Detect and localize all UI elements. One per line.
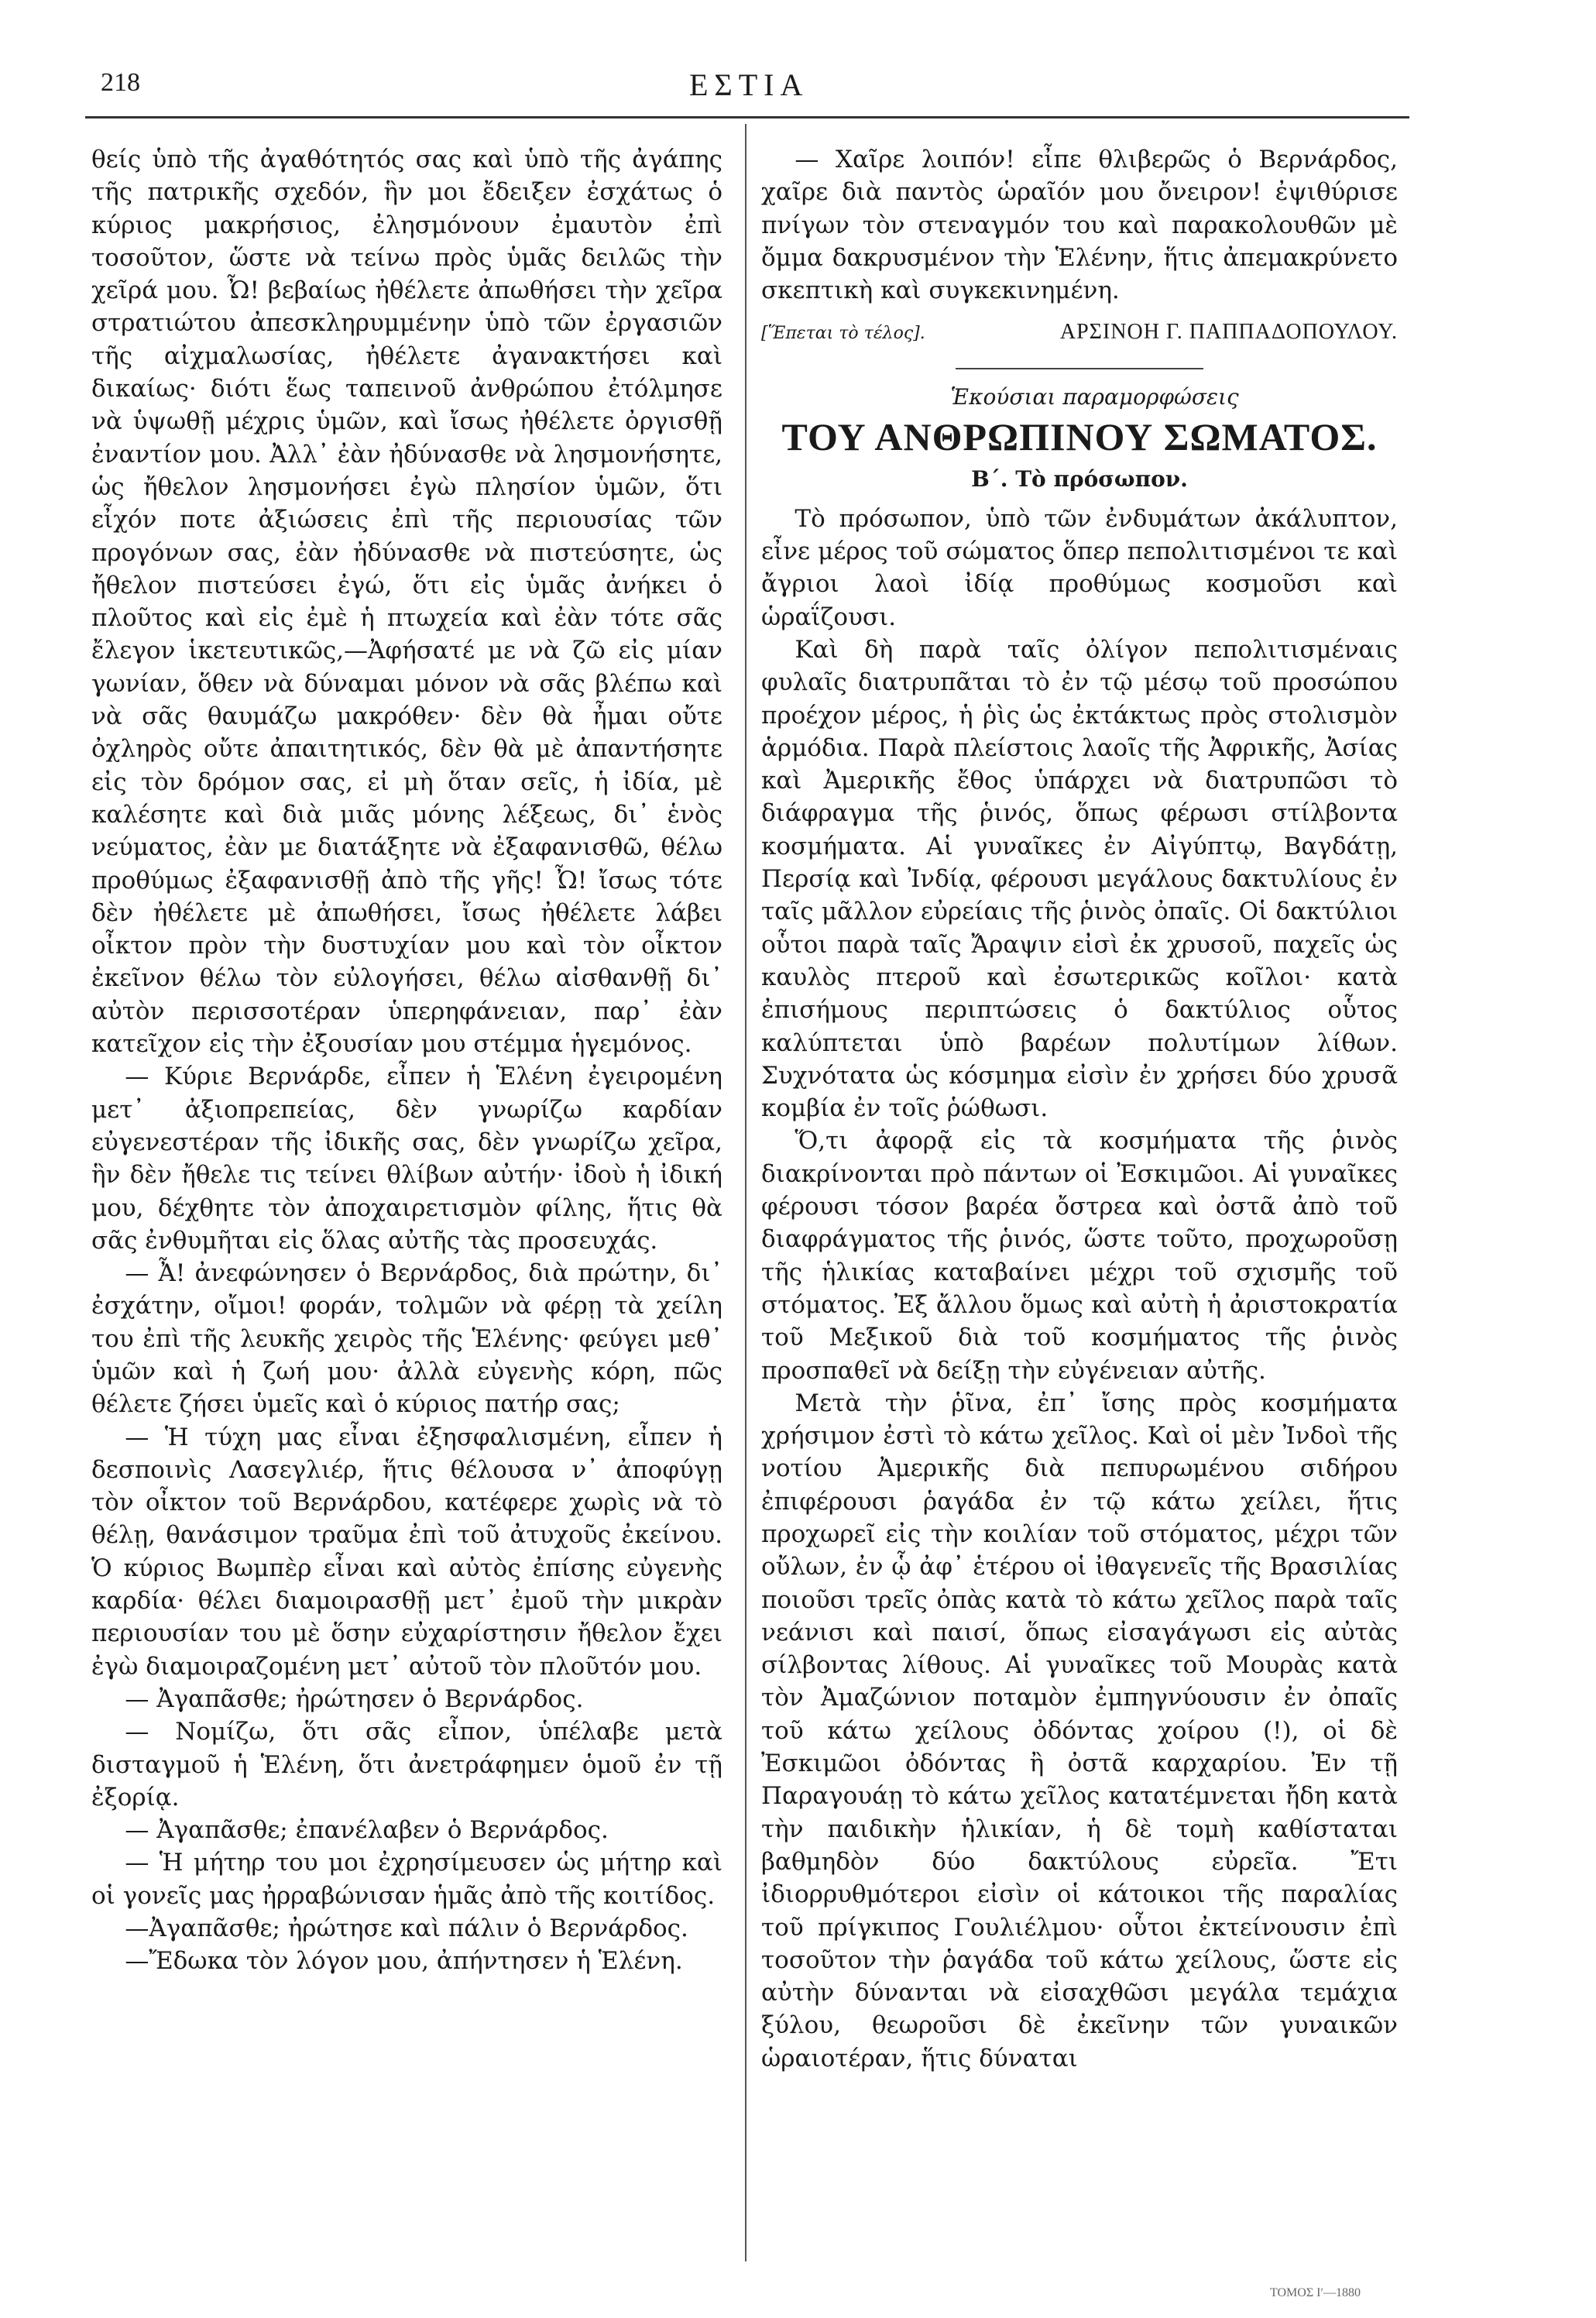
- left-paragraph: — Νομίζω, ὅτι σᾶς εἶπον, ὑπέλαβε μετὰ δισταγμοῦ ἡ Ἑλένη, ὅτι ἀνετράφημεν ὁμοῦ ἐν τῇ ἐξορίᾳ.: [91, 1718, 722, 1811]
- left-paragraph: — Ἀγαπᾶσθε; ἠρώτησεν ὁ Βερνάρδος.: [125, 1684, 584, 1713]
- article-kicker: Ἑκούσιαι παραμορφώσεις: [950, 383, 1239, 410]
- author-signature: ΑΡΣΙΝΟΗ Γ. ΠΑΠΠΑΔΟΠΟΥΛΟΥ.: [1059, 320, 1398, 345]
- page-header: [85, 60, 1402, 107]
- left-paragraph: —Ἀγαπᾶσθε; ἠρώτησε καὶ πάλιν ὁ Βερνάρδος.: [125, 1914, 688, 1943]
- journal-title: ΕΣΤΙΑ: [689, 67, 809, 102]
- section-rule: [956, 368, 1203, 369]
- signature-line: [761, 316, 1398, 350]
- article-paragraph: Καὶ δὴ παρὰ ταῖς ὀλίγον πεπολιτισμέναις φυλαῖς διατρυπᾶται τὸ ἐν τῷ μέσῳ τοῦ προσώπου προέχον μέρος, ἡ ῥὶς ὡς ἐκτάκτως πρὸς στολισμὸν ἁρμόδια. Παρὰ πλείστοις λαοῖς τῆς Ἀφρικῆς, Ἀσίας καὶ Ἀμερικῆς ἔθος ὑπάρχει νὰ διατρυπῶσι τὸ διάφραγμα τῆς ῥινός, ὅπως φέρωσι στίλβοντα κοσμήματα. Αἱ γυναῖκες ἐν Αἰγύπτῳ, Βαγδάτῃ, Περσίᾳ καὶ Ἰνδίᾳ, φέρουσι μεγάλους δακτυλίους ἐν ταῖς μᾶλλον εὐρείαις τῆς ῥινὸς ὀπαῖς. Οἱ δακτύλιοι οὗτοι παρὰ ταῖς Ἄραψιν εἰσὶ ἐκ χρυσοῦ, παχεῖς ὡς καυλὸς πτεροῦ καὶ ἐσωτερικῶς κοῖλοι· κατὰ ἐπισήμους περιπτώσεις ὁ δακτύλιος οὗτος καλύπτεται ὑπὸ βαρέων πολυτίμων λίθων. Συχνότατα ὡς κόσμημα εἰσὶν ἐν χρήσει δύο χρυσᾶ κομβία ἐν τοῖς ῥώθωσι.: [761, 635, 1398, 1123]
- left-paragraph: — Ἡ μήτηρ του μοι ἐχρησίμευσεν ὡς μήτηρ καὶ οἱ γονεῖς μας ἠρραβώνισαν ἡμᾶς ἀπὸ τῆς κοιτίδος.: [91, 1849, 722, 1910]
- header-rule: [85, 116, 1409, 118]
- left-paragraph: — Ἡ τύχη μας εἶναι ἐξησφαλισμένη, εἶπεν ἡ δεσποινὶς Λασεγλιέρ, ἥτις θέλουσα ν᾽ ἀποφύγῃ τὸν οἶκτον τοῦ Βερνάρδου, κατέφερε χωρὶς νὰ τὸ θέλῃ, θανάσιμον τραῦμα ἐπὶ τοῦ ἀτυχοῦς ἐκείνου. Ὁ κύριος Βωμπὲρ εἶναι καὶ αὐτὸς ἐπίσης εὐγενὴς καρδία· θέλει διαμοιρασθῇ μετ᾽ ἐμοῦ τὴν μικρὰν περιουσίαν του μὲ ὅσην εὐχαρίστησιν ἤθελον ἔχει ἐγὼ διαμοιραζομένη μετ᾽ αὐτοῦ τὸν πλοῦτόν μου.: [91, 1423, 722, 1681]
- left-paragraph: —Ἔδωκα τὸν λόγον μου, ἀπήντησεν ἡ Ἑλένη.: [125, 1947, 683, 1976]
- story-end-paragraph: — Χαῖρε λοιπόν! εἶπε θλιβερῶς ὁ Βερνάρδος, χαῖρε διὰ παντὸς ὡραῖόν μου ὄνειρον! ἐψιθύρισε πνίγων τὸν στεναγμόν του καὶ παρακολουθῶν μὲ ὄμμα δακρυσμένον τὴν Ἑλένην, ἥτις ἀπεμακρύνετο σκεπτικὴ καὶ συγκεκινημένη.: [761, 146, 1398, 305]
- continuation-note: [Ἕπεται τὸ τέλος].: [761, 324, 925, 344]
- article-paragraph: Μετὰ τὴν ῥῖνα, ἐπ᾽ ἴσης πρὸς κοσμήματα χρήσιμον ἐστὶ τὸ κάτω χεῖλος. Καὶ οἱ μὲν Ἰνδοὶ τῆς νοτίου Ἀμερικῆς διὰ πεπυρωμένου σιδήρου ἐπιφέρουσι ῥαγάδα ἐν τῷ κάτω χείλει, ἥτις προχωρεῖ εἰς τὴν κοιλίαν τοῦ στόματος, μέχρι τῶν οὔλων, ἐν ᾧ ἀφ᾽ ἑτέρου οἱ ἰθαγενεῖς τῆς Βρασιλίας ποιοῦσι τρεῖς ὀπὰς κατὰ τὸ κάτω χεῖλος παρὰ ταῖς νεάνισι καὶ παισί, ὅπως εἰσαγάγωσι εἰς αὐτὰς σίλβοντας λίθους. Αἱ γυναῖκες τοῦ Μουρὰς κατὰ τὸν Ἀμαζώνιον ποταμὸν ἐμπηγνύουσιν ἐν ὀπαῖς τοῦ κάτω χείλους ὀδόντας χοίρου (!), οἱ δὲ Ἐσκιμῶοι ὀδόντας ἢ ὀστᾶ καρχαρίου. Ἐν τῇ Παραγουάῃ τὸ κάτω χεῖλος κατατέμνεται ἤδη κατὰ τὴν παιδικὴν ἡλικίαν, ἡ δὲ τομὴ καθίσταται βαθμηδὸν δύο δακτύλους εὐρεῖα. Ἔτι ἰδιορρυθμότεροι εἰσὶν οἱ κάτοικοι τῆς παραλίας τοῦ πρίγκιπος Γουλιέλμου· οὗτοι ἐκτείνουσιν ἐπὶ τοσοῦτον τὴν ῥαγάδα τοῦ κάτω χείλους, ὥστε εἰς αὐτὴν δύνανται νὰ εἰσαχθῶσι μεγάλα τεμάχια ξύλου, θεωροῦσι δὲ ἐκεῖνην τῶν γυναικῶν ὡραιοτέραν, ἥτις δύναται: [761, 1389, 1398, 2072]
- volume-note: ΤΟΜΟΣ Ιʹ—1880: [1270, 2286, 1361, 2299]
- article-paragraph: Τὸ πρόσωπον, ὑπὸ τῶν ἐνδυμάτων ἀκάλυπτον, εἶνε μέρος τοῦ σώματος ὅπερ πεπολιτισμένοι τε καὶ ἄγριοι λαοὶ ἰδίᾳ προθύμως κοσμοῦσι καὶ ὡραΐζουσι.: [761, 504, 1398, 631]
- left-paragraph: — Ἀγαπᾶσθε; ἐπανέλαβεν ὁ Βερνάρδος.: [125, 1816, 609, 1845]
- left-paragraph: — Ἆ! ἀνεφώνησεν ὁ Βερνάρδος, διὰ πρώτην, δι᾽ ἐσχάτην, οἴμοι! φοράν, τολμῶν νὰ φέρῃ τὰ χείλη του ἐπὶ τῆς λευκῆς χειρὸς τῆς Ἑλένης· φεύγει μεθ᾽ ὑμῶν καὶ ἡ ζωή μου· ἀλλὰ εὐγενὴς κόρη, πῶς θέλετε ζήσει ὑμεῖς καὶ ὁ κύριος πατήρ σας;: [91, 1259, 722, 1419]
- page-number: 218: [101, 68, 140, 97]
- left-paragraph: — Κύριε Βερνάρδε, εἶπεν ἡ Ἑλένη ἐγειρομένη μετ᾽ ἀξιοπρεπείας, δὲν γνωρίζω καρδίαν εὐγενεστέραν τῆς ἰδικῆς σας, δὲν γνωρίζω χεῖρα, ἣν δὲν ἤθελε τις τείνει θλίβων αὐτήν· ἰδοὺ ἡ ἰδική μου, δέχθητε τὸν ἀποχαιρετισμὸν φίλης, ἥτις θὰ σᾶς ἐνθυμῆται εἰς ὅλας αὐτῆς τὰς προσευχάς.: [91, 1063, 722, 1255]
- left-paragraph: θείς ὑπὸ τῆς ἀγαθότητός σας καὶ ὑπὸ τῆς ἀγάπης τῆς πατρικῆς σχεδόν, ἣν μοι ἔδειξεν ἐσχάτως ὁ κύριος μακρήσιος, ἐλησμόνουν ἐμαυτὸν ἐπὶ τοσοῦτον, ὥστε νὰ τείνω πρὸς ὑμᾶς δειλῶς τὴν χεῖρά μου. Ὦ! βεβαίως ἠθέλετε ἀπωθήσει τὴν χεῖρα στρατιώτου ἀπεσκληρυμμένην ὑπὸ τῶν ἐργασιῶν τῆς αἰχμαλωσίας, ἠθέλετε ἀγανακτήσει καὶ δικαίως· διότι ἕως ταπεινοῦ ἀνθρώπου ἐτόλμησε νὰ ὑψωθῇ μέχρις ὑμῶν, καὶ ἴσως ἠθέλετε ὀργισθῇ ἐναντίον μου. Ἀλλ᾽ ἐὰν ἠδύνασθε νὰ λησμονήσητε, ὡς ἤθελον λησμονήσει ἐγὼ πλησίον ὑμῶν, ὅτι εἶχόν ποτε ἀξιώσεις ἐπὶ τῆς περιουσίας τῶν προγόνων σας, ἐὰν ἠδύνασθε νὰ πιστεύσητε, ὡς ἤθελον πιστεύσει ἐγώ, ὅτι εἰς ὑμᾶς ἀνήκει ὁ πλοῦτος καὶ εἰς ἐμὲ ἡ πτωχεία καὶ ἐὰν τότε σᾶς ἔλεγον ἱκετευτικῶς,—Ἀφήσατέ με νὰ ζῶ εἰς μίαν γωνίαν, ὅθεν νὰ δύναμαι μόνον νὰ σᾶς βλέπω καὶ νὰ σᾶς θαυμάζω μακρόθεν· δὲν θὰ ἦμαι οὔτε ὀχληρὸς οὔτε ἀπαιτητικός, δὲν θὰ μὲ ἀπαντήσητε εἰς τὸν δρόμον σας, εἰ μὴ ὅταν σεῖς, ἡ ἰδία, μὲ καλέσητε καὶ διὰ μιᾶς μόνης λέξεως, δι᾽ ἑνὸς νεύματος, ἐὰν με διατάξητε νὰ ἐξαφανισθῶ, θέλω προθύμως ἐξαφανισθῇ ἀπὸ τῆς γῆς! Ὦ! ἴσως τότε δὲν ἠθέλετε μὲ ἀπωθήσει, ἴσως ἠθέλετε λάβει οἶκτον πρὸν τὴν δυστυχίαν μου καὶ τὸν οἶκτον ἐκεῖνον θέλω τὸν εὐλογήσει, θέλω αἰσθανθῇ δι᾽ αὐτὸν περισσοτέραν ὑπερηφάνειαν, παρ᾽ ἐὰν κατεῖχον εἰς τὴν ἐξουσίαν μου στέμμα ἡγεμόνος.: [91, 146, 722, 1059]
- article-title: ΤΟΥ ΑΝΘΡΩΠΙΝΟΥ ΣΩΜΑΤΟΣ.: [781, 414, 1378, 458]
- column-divider: [745, 124, 747, 2261]
- article-paragraph: Ὅ,τι ἀφορᾷ εἰς τὰ κοσμήματα τῆς ῥινὸς διακρίνονται πρὸ πάντων οἱ Ἐσκιμῶοι. Αἱ γυναῖκες φέρουσι τόσον βαρέα ὄστρεα καὶ ὀστᾶ ἀπὸ τοῦ διαφράγματος τῆς ῥινός, ὥστε τοῦτο, προχωροῦσῃ τῆς ἡλικίας καταβαίνει μέχρι τοῦ σχισμῆς τοῦ στόματος. Ἐξ ἄλλου ὅμως καὶ αὐτὴ ἡ ἀριστοκρατία τοῦ Μεξικοῦ διὰ τοῦ κοσμήματος τῆς ῥινὸς προσπαθεῖ νὰ δείξῃ τὴν εὐγένειαν αὐτῆς.: [761, 1127, 1398, 1385]
- left-column: [91, 143, 722, 1978]
- article-subtitle: Β΄. Τὸ πρόσωπον.: [971, 465, 1188, 492]
- right-column: [761, 143, 1398, 2075]
